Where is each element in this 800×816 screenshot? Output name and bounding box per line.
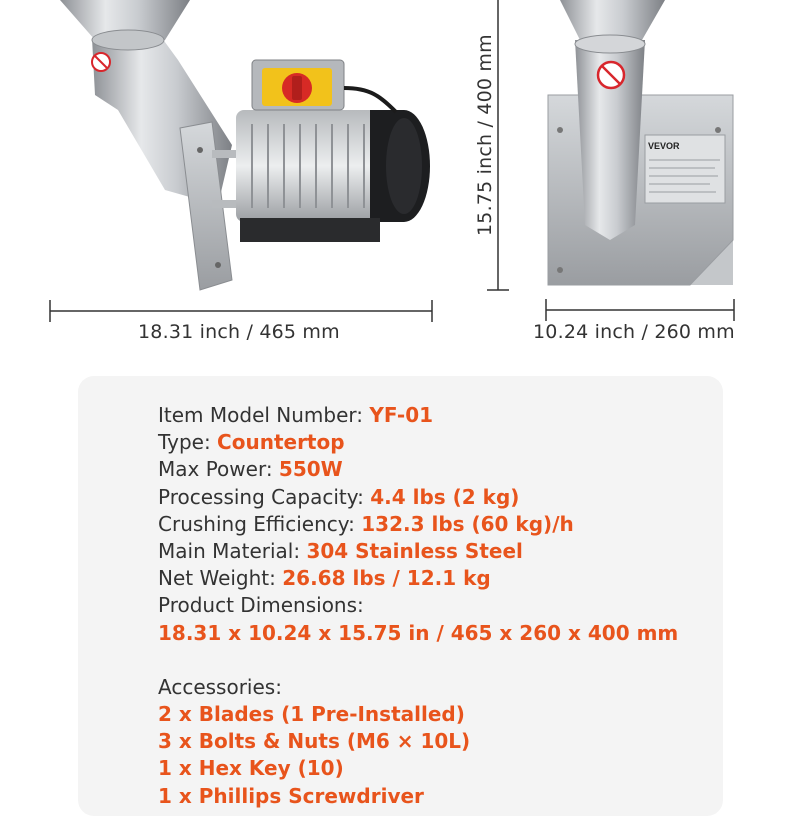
product-images — [0, 0, 800, 370]
spec-row-type — [158, 429, 778, 456]
front-view — [548, 0, 733, 285]
spec-label: Type: — [158, 430, 211, 455]
accessory-text: 3 x Bolts & Nuts (M6 × 10L) — [158, 729, 471, 754]
spec-label: Product Dimensions: — [158, 593, 364, 618]
power-switch-icon — [252, 60, 344, 110]
width-dimension-label: 18.31 inch / 465 mm — [138, 321, 340, 343]
width-dimension-line — [50, 300, 432, 322]
spec-label: Processing Capacity: — [158, 484, 364, 509]
depth-dimension-line — [546, 299, 734, 321]
side-view — [60, 0, 430, 290]
spacer — [158, 647, 778, 674]
spec-list — [158, 402, 778, 810]
spec-value: YF-01 — [369, 403, 434, 427]
spec-row-dimensions-label — [158, 592, 778, 619]
spec-value: 26.68 lbs / 12.1 kg — [282, 566, 491, 591]
spec-label: Crushing Efficiency: — [158, 511, 355, 536]
spec-value: 18.31 x 10.24 x 15.75 in / 465 x 260 x 400 mm — [158, 620, 679, 645]
height-dimension-label: 15.75 inch / 400 mm — [474, 34, 496, 236]
no-hand-warning-icon — [92, 53, 110, 71]
accessory-item — [158, 728, 778, 755]
spec-row-dimensions-value — [158, 620, 778, 647]
accessory-item — [158, 783, 778, 810]
spec-row-material — [158, 538, 778, 565]
spec-label: Item Model Number: — [158, 403, 364, 427]
accessories-heading — [158, 674, 778, 701]
spec-value: 304 Stainless Steel — [306, 539, 523, 564]
accessory-text: 1 x Hex Key (10) — [158, 756, 344, 781]
accessory-item — [158, 701, 778, 728]
spec-label: Max Power: — [158, 457, 273, 482]
accessory-item — [158, 755, 778, 782]
accessory-text: 1 x Phillips Screwdriver — [158, 783, 424, 808]
no-hand-warning-icon — [598, 62, 624, 88]
spec-row-power — [158, 456, 778, 483]
spec-row-capacity — [158, 484, 778, 511]
spec-label: Net Weight: — [158, 566, 276, 591]
spec-value: 550W — [278, 457, 343, 482]
spec-row-weight — [158, 565, 778, 592]
accessories-label: Accessories: — [158, 674, 282, 699]
product-illustration — [0, 0, 800, 370]
spec-value: 132.3 lbs (60 kg)/h — [361, 511, 574, 536]
spec-value: 4.4 lbs (2 kg) — [370, 484, 520, 509]
spec-row-efficiency — [158, 511, 778, 538]
brand-plate: VEVOR — [648, 141, 680, 151]
depth-dimension-label: 10.24 inch / 260 mm — [533, 321, 735, 343]
spec-value: Countertop — [217, 430, 345, 455]
accessory-text: 2 x Blades (1 Pre-Installed) — [158, 702, 465, 727]
spec-label: Main Material: — [158, 539, 301, 564]
spec-row-model — [158, 402, 778, 429]
